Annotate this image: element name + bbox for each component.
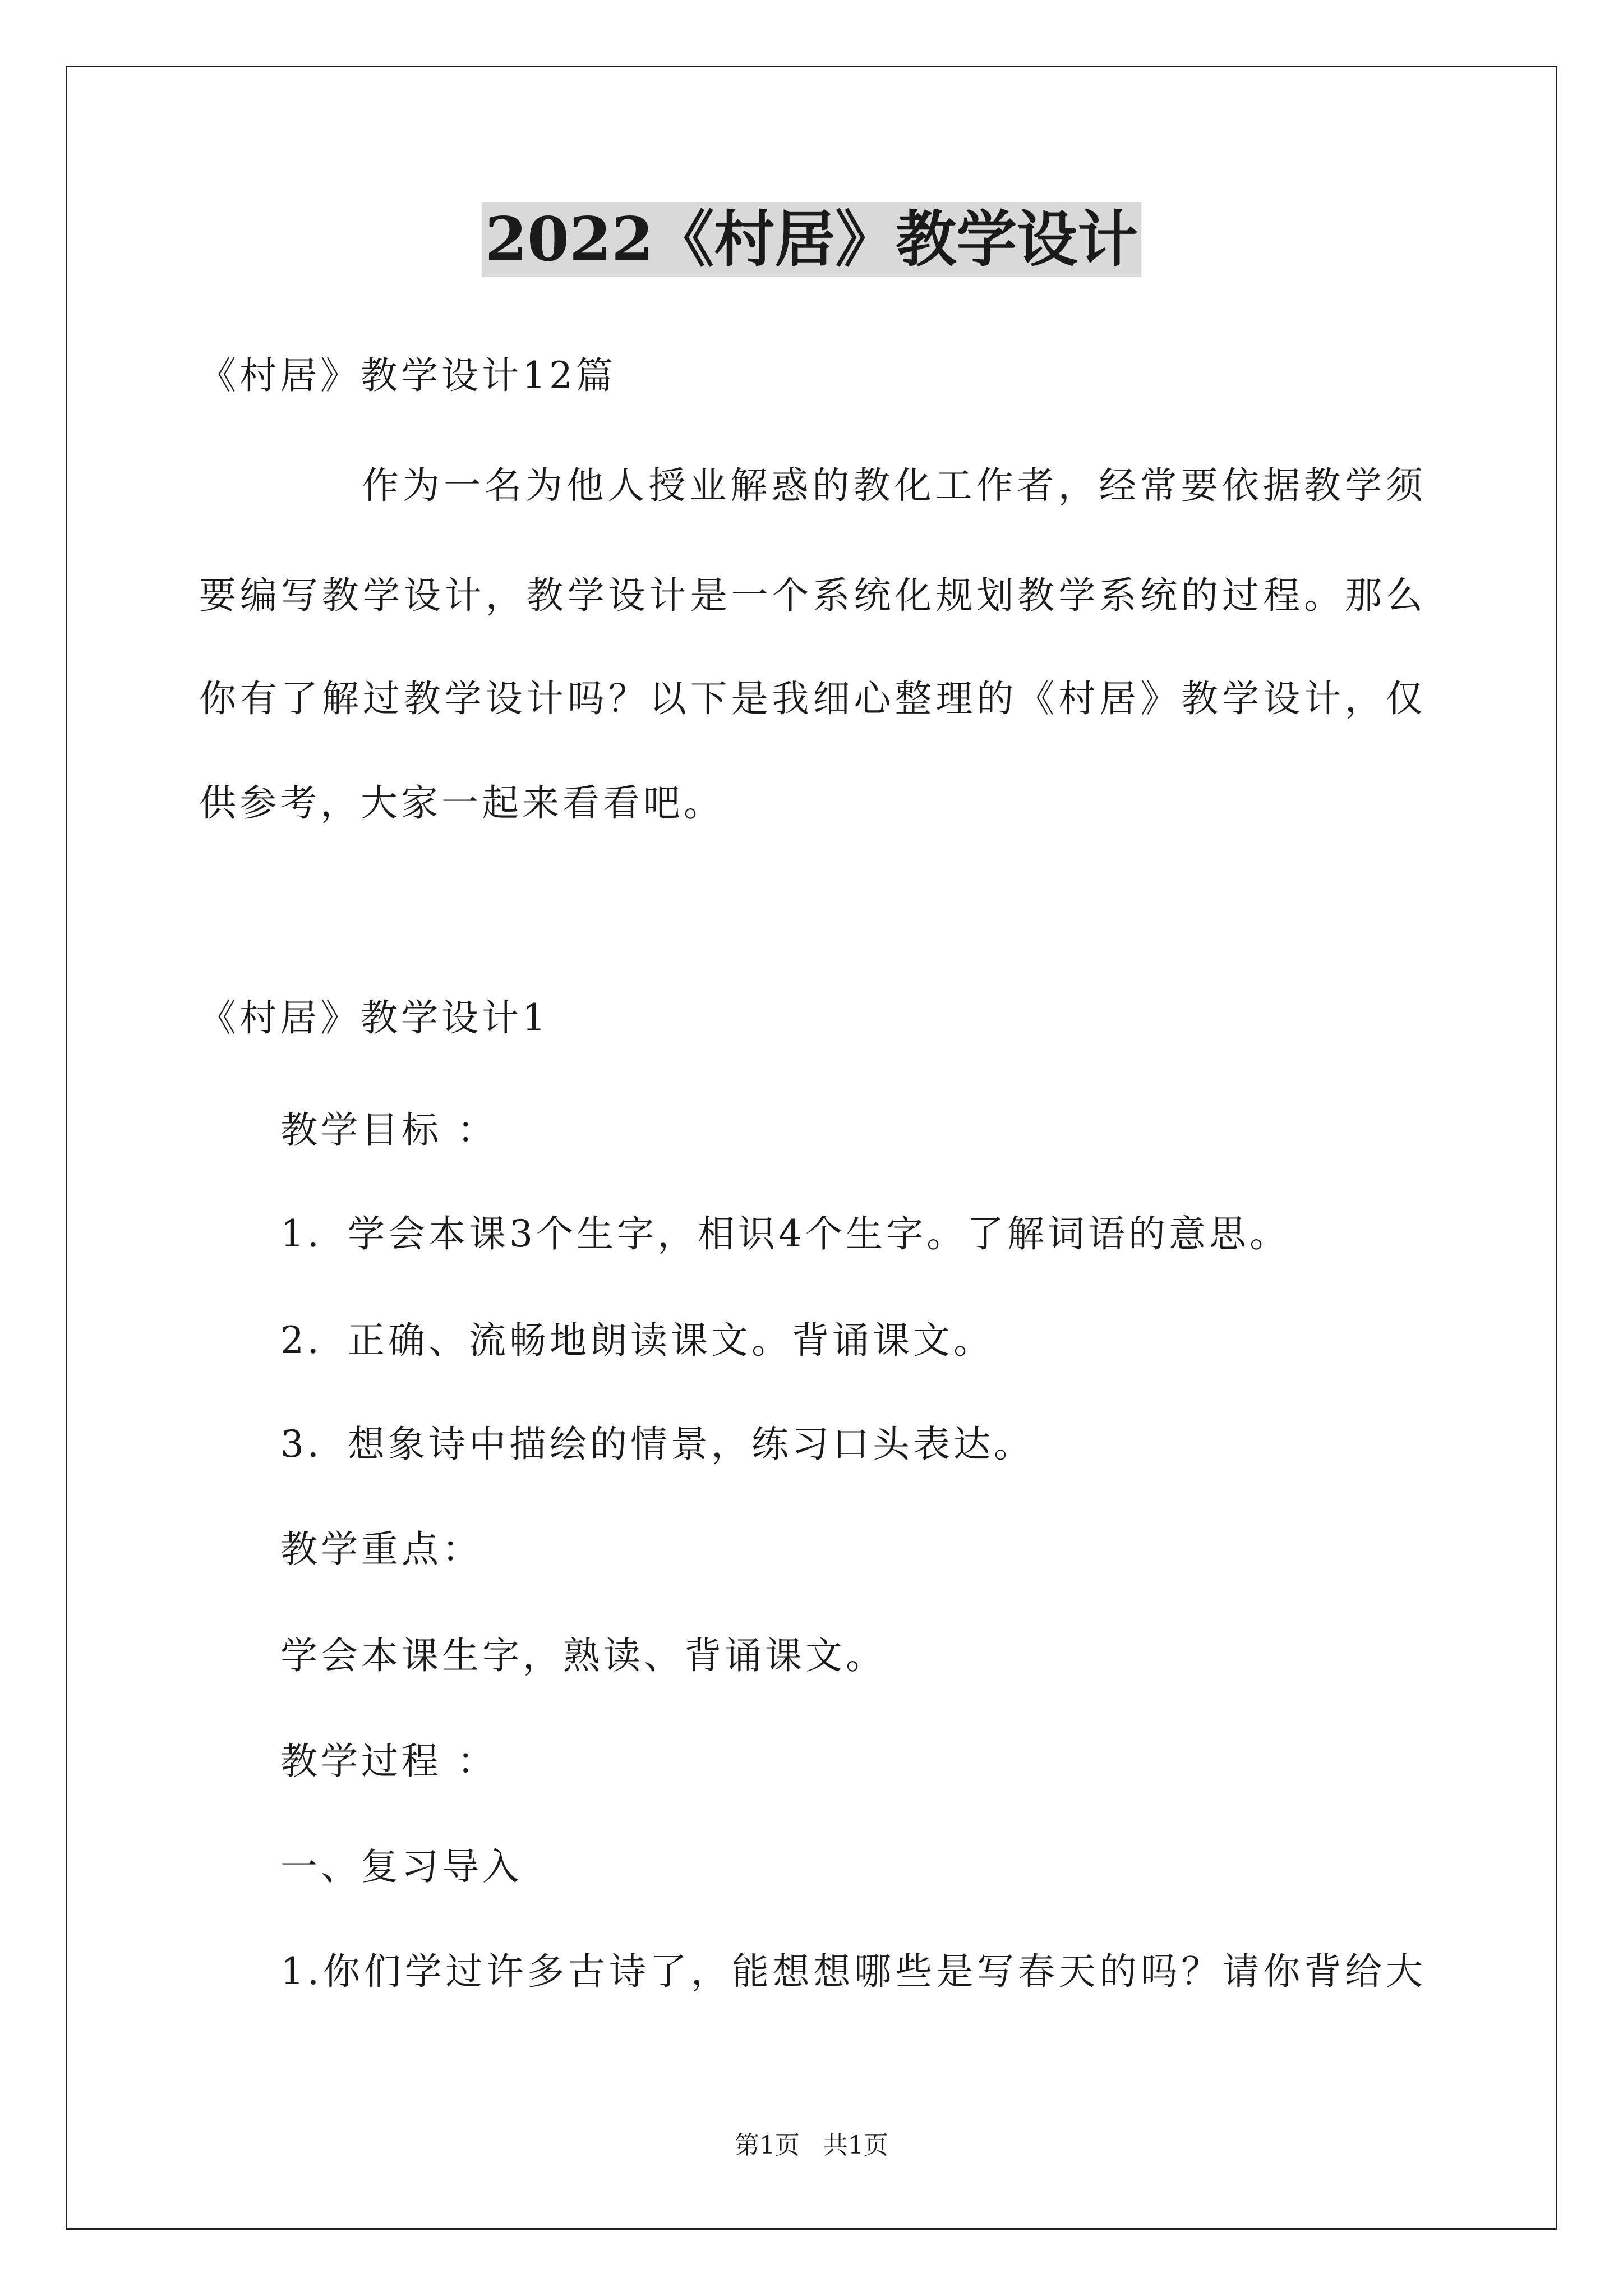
title-text: 2022《村居》教学设计 — [482, 202, 1142, 277]
page-footer: 第1页 共1页 — [735, 2131, 888, 2160]
intro-line-4: 供参考，大家一起来看看吧。 — [199, 781, 724, 825]
body-line-2: 1．学会本课3个生字，相识4个生字。了解词语的意思。 — [280, 1212, 1290, 1255]
body-line-3: 2．正确、流畅地朗读课文。背诵课文。 — [280, 1319, 994, 1362]
body-line-8: 一、复习导入 — [280, 1845, 523, 1888]
intro-line-1: 作为一名为他人授业解惑的教化工作者，经常要依据教学须 — [362, 464, 1426, 507]
document-subtitle: 《村居》教学设计12篇 — [199, 354, 616, 397]
body-line-9: 1.你们学过许多古诗了，能想想哪些是写春天的吗？请你背给大 — [280, 1950, 1426, 1993]
body-line-6: 学会本课生字，熟读、背诵课文。 — [280, 1634, 886, 1677]
intro-line-2: 要编写教学设计，教学设计是一个系统化规划教学系统的过程。那么 — [199, 574, 1426, 617]
intro-line-3: 你有了解过教学设计吗？以下是我细心整理的《村居》教学设计，仅 — [199, 677, 1426, 720]
body-line-1: 教学目标 ： — [280, 1108, 497, 1152]
body-line-7: 教学过程 ： — [280, 1740, 497, 1783]
document-title — [0, 197, 1623, 282]
body-line-4: 3．想象诗中描绘的情景，练习口头表达。 — [280, 1423, 1034, 1466]
body-line-5: 教学重点： — [280, 1527, 482, 1571]
section-heading: 《村居》教学设计1 — [199, 996, 549, 1039]
